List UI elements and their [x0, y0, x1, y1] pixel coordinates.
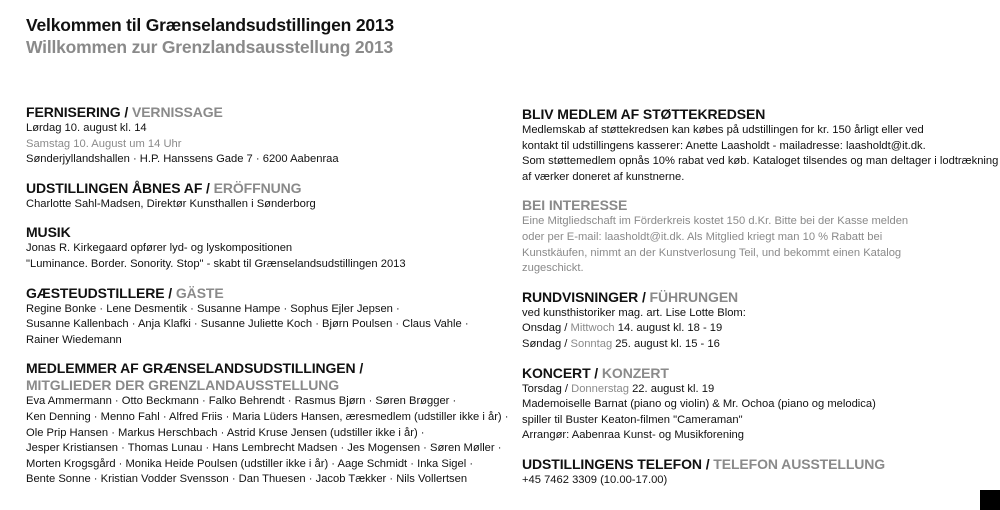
member-line: Bente Sonne · Kristian Vodder Svensson · Dan Thuesen · Jacob Tækker · Nils Vollertsen — [26, 473, 468, 486]
phone-number: +45 7462 3309 (10.00-17.00) — [522, 473, 668, 486]
guest-line: Susanne Kallenbach · Anja Klafki · Susanne Juliette Koch · Bjørn Poulsen · Claus Vahle · — [26, 318, 469, 331]
section-musik — [26, 224, 496, 272]
member-line: Ole Prip Hansen · Markus Herschbach · Astrid Kruse Jensen (udstiller ikke i år) · — [26, 426, 425, 439]
bliv-line: Medlemskab af støttekredsen kan købes på udstillingen for kr. 150 årligt eller ved — [522, 124, 924, 136]
title-german: Willkommen zur Grenzlandsausstellung 2013 — [26, 37, 394, 57]
section-koncert — [522, 365, 982, 444]
section-gaester — [26, 285, 496, 349]
heading-gaester: GÆSTEUDSTILLERE / GÄSTE — [26, 284, 224, 301]
member-line: Jesper Kristiansen · Thomas Lunau · Hans Lembrecht Madsen · Jes Mogensen · Søren Møller · — [26, 442, 502, 455]
heading-bei-interesse: BEI INTERESSE — [522, 197, 628, 214]
bliv-line: kontakt til udstillingens kasserer: Anette Laasholdt - mailadresse: laasholdt@it.dk. — [522, 139, 926, 152]
section-telefon — [522, 456, 982, 489]
interesse-line: Eine Mitgliedschaft im Förderkreis kostet 150 d.Kr. Bitte bei der Kasse melden — [522, 215, 909, 228]
venue-address: Sønderjyllandshallen · H.P. Hanssens Gade 7 · 6200 Aabenraa — [26, 153, 339, 166]
concert-line: Mademoiselle Barnat (piano og violin) & Mr. Ochoa (piano og melodica) — [522, 398, 876, 411]
section-bei-interesse — [522, 197, 982, 276]
heading-medlemmer-german: MITGLIEDER DER GRENZLANDAUSSTELLUNG — [26, 377, 340, 394]
heading-telefon: UDSTILLINGENS TELEFON / TELEFON AUSSTELLUNG — [522, 455, 886, 472]
concert-line: Arrangør: Aabenraa Kunst- og Musikforening — [522, 429, 745, 442]
heading-medlemmer-danish: MEDLEMMER AF GRÆNSELANDSUDSTILLINGEN / — [26, 360, 364, 377]
guide-line: ved kunsthistoriker mag. art. Lise Lotte Blom: — [522, 306, 746, 319]
heading-koncert: KONCERT / KONZERT — [522, 364, 669, 381]
tour-date-sunday: Søndag / Sonntag 25. august kl. 15 - 16 — [522, 337, 720, 350]
title-danish: Velkommen til Grænselandsudstillingen 2013 — [26, 15, 394, 35]
concert-line: spiller til Buster Keaton-filmen "Cameraman" — [522, 413, 743, 426]
left-column — [26, 104, 509, 500]
bliv-line: af værker doneret af kunstnerne. — [522, 170, 685, 183]
date-german: Samstag 10. August um 14 Uhr — [26, 137, 182, 150]
title-block — [26, 14, 394, 58]
heading-aabnes: UDSTILLINGEN ÅBNES AF / ERÖFFNUNG — [26, 179, 302, 196]
guest-line: Rainer Wiedemann — [26, 333, 122, 346]
right-column — [522, 106, 999, 501]
heading-fernisering: FERNISERING / VERNISSAGE — [26, 104, 223, 120]
concert-date: Torsdag / Donnerstag 22. august kl. 19 — [522, 382, 715, 395]
section-fernisering — [26, 104, 496, 168]
heading-musik: MUSIK — [26, 224, 71, 241]
corner-block — [980, 490, 1000, 510]
section-aabnes — [26, 180, 496, 213]
interesse-line: oder per E-mail: laasholdt@it.dk. Als Mitglied kriegt man 10 % Rabatt bei — [522, 230, 883, 243]
interesse-line: zugeschickt. — [522, 262, 584, 275]
musik-line: "Luminance. Border. Sonority. Stop" - skabt til Grænselandsudstillingen 2013 — [26, 257, 406, 270]
interesse-line: Kunstkäufen, nimmt an der Kunstverlosung Teil, und bekommt einen Katalog — [522, 246, 902, 259]
heading-bliv-medlem: BLIV MEDLEM AF STØTTEKREDSEN — [522, 106, 766, 122]
opener-text: Charlotte Sahl-Madsen, Direktør Kunsthallen i Sønderborg — [26, 197, 316, 210]
section-bliv-medlem — [522, 106, 999, 185]
tour-date-wednesday: Onsdag / Mittwoch 14. august kl. 18 - 19 — [522, 322, 723, 335]
member-line: Eva Ammermann · Otto Beckmann · Falko Behrendt · Rasmus Bjørn · Søren Brøgger · — [26, 395, 457, 408]
musik-line: Jonas R. Kirkegaard opfører lyd- og lyskompositionen — [26, 242, 293, 255]
bliv-line: Som støttemedlem opnås 10% rabat ved køb. Kataloget tilsendes og man deltager i lodtrækning — [522, 155, 999, 168]
section-rundvisninger — [522, 289, 982, 353]
member-line: Morten Krogsgård · Monika Heide Poulsen (udstiller ikke i år) · Aage Schmidt · Inka Sigel · — [26, 457, 474, 470]
guest-line: Regine Bonke · Lene Desmentik · Susanne Hampe · Sophus Ejler Jepsen · — [26, 302, 400, 315]
heading-rundvisninger: RUNDVISNINGER / FÜHRUNGEN — [522, 288, 739, 305]
date-danish: Lørdag 10. august kl. 14 — [26, 122, 147, 134]
section-medlemmer — [26, 360, 509, 488]
member-line: Ken Denning · Menno Fahl · Alfred Friis · Maria Lüders Hansen, æresmedlem (udstiller ikke i år) · — [26, 410, 509, 423]
